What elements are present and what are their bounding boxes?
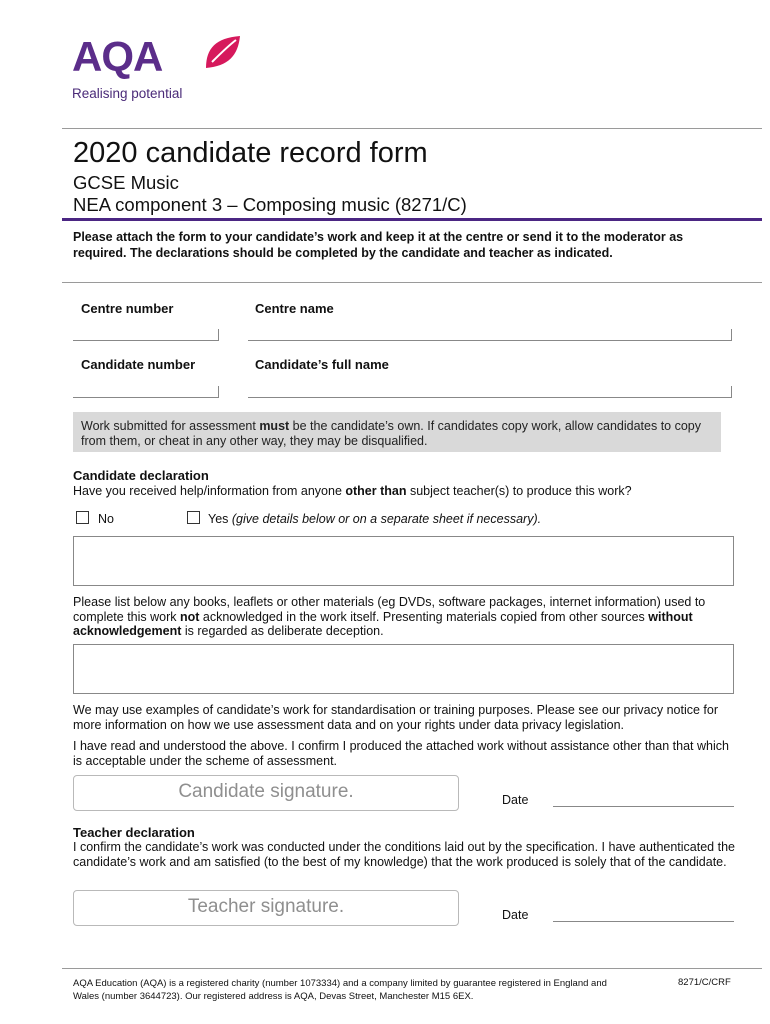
candidate-number-label: Candidate number	[81, 357, 196, 372]
candidate-full-name-label: Candidate’s full name	[255, 357, 389, 372]
component-title: NEA component 3 – Composing music (8271/C)	[73, 194, 467, 215]
teacher-declaration-heading: Teacher declaration	[73, 825, 195, 840]
candidate-signature-field[interactable]: Candidate signature.	[73, 775, 459, 811]
candidate-number-field[interactable]	[73, 397, 218, 398]
aqa-logo	[72, 30, 252, 110]
teacher-confirmation: I confirm the candidate’s work was conducted under the conditions laid out by the specification. I have authenticated the candidate’s work and am satisfied (to the best of my knowledge) that the work produced is solely that of the candidate.	[73, 840, 735, 869]
field-tick	[731, 329, 732, 341]
form-code: 8271/C/CRF	[678, 977, 731, 988]
field-tick	[731, 386, 732, 398]
logo-tagline: Realising potential	[72, 86, 183, 101]
footer-legal-text: AQA Education (AQA) is a registered charity (number 1073334) and a company limited by guarantee registered in England and Wales (number 3644723). Our registered address is AQA, Devas Street, Manchester M15 6EX.	[73, 978, 607, 1002]
candidate-date-field[interactable]	[553, 806, 734, 807]
teacher-date-label: Date	[502, 908, 529, 922]
field-tick	[218, 386, 219, 398]
materials-list-box[interactable]	[73, 644, 734, 694]
centre-number-field[interactable]	[73, 340, 218, 341]
candidate-name-field[interactable]	[248, 397, 732, 398]
privacy-notice: We may use examples of candidate’s work for standardisation or training purposes. Please see our privacy notice for more information on how we use assessment data and on your rights under data privacy legislation.	[73, 703, 719, 732]
candidate-declaration-heading: Candidate declaration	[73, 468, 209, 483]
teacher-date-field[interactable]	[553, 921, 734, 922]
centre-name-field[interactable]	[248, 340, 732, 341]
materials-instructions: Please list below any books, leaflets or other materials (eg DVDs, software packages, internet information) used to complete this work not acknowledged in the work itself. Presenting materials copied from other sources without acknowledgement is regarded as deliberate deception.	[73, 595, 706, 638]
header-divider	[62, 128, 762, 129]
page-title: 2020 candidate record form	[73, 137, 428, 169]
subject-title: GCSE Music	[73, 172, 179, 193]
title-underline	[62, 218, 762, 221]
candidate-confirmation: I have read and understood the above. I confirm I produced the attached work without assistance other than that which is acceptable under the scheme of assessment.	[73, 739, 729, 768]
logo-wordmark: AQA	[72, 33, 163, 80]
no-checkbox[interactable]	[76, 511, 89, 524]
footer-divider	[62, 968, 762, 969]
field-tick	[218, 329, 219, 341]
leaf-icon	[202, 34, 242, 70]
own-work-notice: Work submitted for assessment must be the candidate’s own. If candidates copy work, allow candidates to copy from them, or cheat in any other way, they may be disqualified.	[73, 412, 721, 452]
intro-divider	[62, 282, 762, 283]
yes-label: Yes (give details below or on a separate sheet if necessary).	[208, 512, 542, 526]
help-question: Have you received help/information from anyone other than subject teacher(s) to produce this work?	[73, 484, 632, 498]
centre-number-label: Centre number	[81, 301, 174, 316]
yes-checkbox[interactable]	[187, 511, 200, 524]
help-details-box[interactable]	[73, 536, 734, 586]
centre-name-label: Centre name	[255, 301, 334, 316]
intro-instructions: Please attach the form to your candidate’s work and keep it at the centre or send it to the moderator as required. The declarations should be completed by the candidate and teacher as indicated.	[73, 230, 684, 260]
candidate-date-label: Date	[502, 793, 529, 807]
teacher-signature-field[interactable]: Teacher signature.	[73, 890, 459, 926]
no-label: No	[98, 512, 114, 526]
